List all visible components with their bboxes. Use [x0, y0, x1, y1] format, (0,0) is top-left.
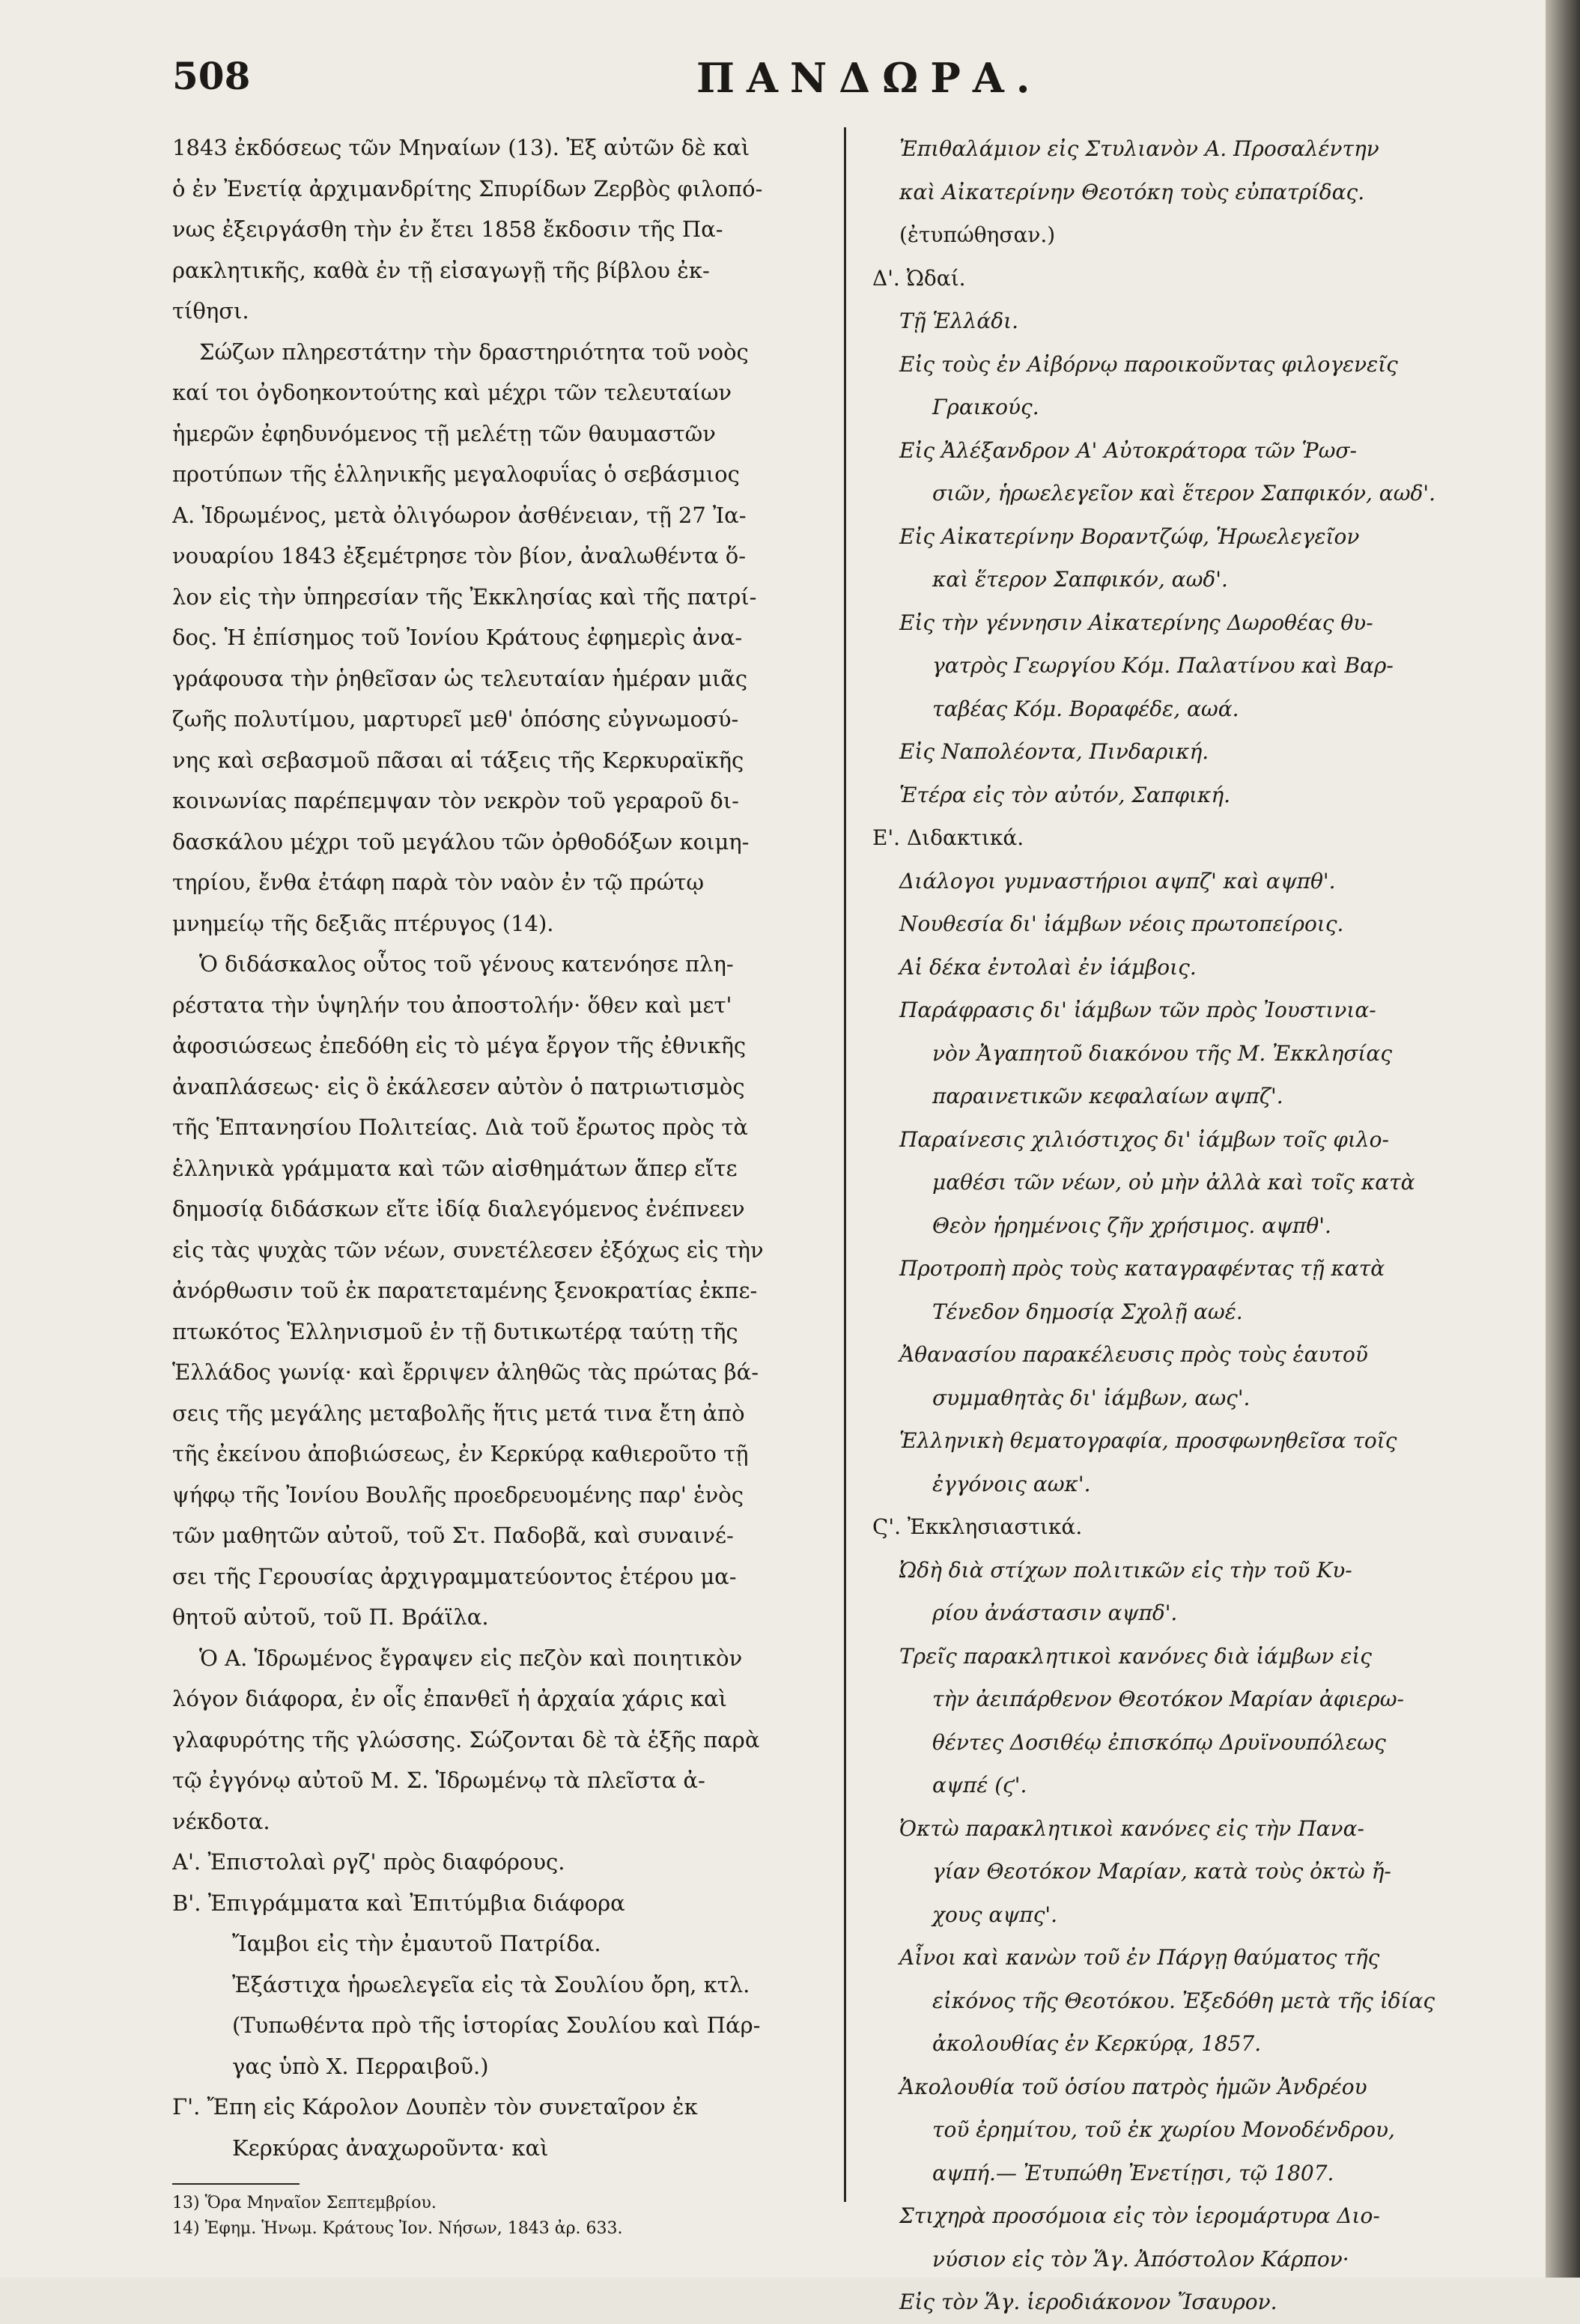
text-line: ρέστατα τὴν ὑψηλήν του ἀποστολήν· ὅθεν καὶ μετ' — [172, 992, 732, 1018]
column-divider — [844, 127, 846, 2202]
text-line: Ϛ'. Ἐκκλησιαστικά. — [872, 1514, 1083, 1539]
footnote: 14) Ἐφημ. Ἡνωμ. Κράτους Ἰον. Νήσων, 1843 ἀρ. 633. — [172, 2219, 623, 2238]
text-line: (Τυπωθέντα πρὸ τῆς ἱστορίας Σουλίου καὶ Πάρ- — [232, 2012, 761, 2038]
text-line: τῆς ἐκείνου ἀποβιώσεως, ἐν Κερκύρᾳ καθιεροῦτο τῇ — [172, 1441, 749, 1466]
text-line: Νουθεσία δι' ἰάμβων νέοις πρωτοπείροις. — [899, 911, 1344, 936]
text-line: Παράφρασις δι' ἰάμβων τῶν πρὸς Ἰουστινια- — [899, 998, 1376, 1022]
text-line: τίθησι. — [172, 298, 249, 324]
text-line: Εἰς Ἀλέξανδρον Α' Αὐτοκράτορα τῶν Ῥωσ- — [899, 437, 1357, 463]
text-line: Διάλογοι γυμναστήριοι αψπζ' καὶ αψπθ'. — [899, 868, 1336, 894]
text-line: ἐγγόνοις αωκ'. — [932, 1471, 1091, 1496]
text-line: Εἰς τοὺς ἐν Αἰβόρνῳ παροικοῦντας φιλογενεῖς — [899, 351, 1398, 377]
text-line: μαθέσι τῶν νέων, οὐ μὴν ἀλλὰ καὶ τοῖς κατὰ — [932, 1170, 1415, 1195]
text-line: εἰς τὰς ψυχὰς τῶν νέων, συνετέλεσεν ἐξόχως εἰς τὴν — [172, 1237, 764, 1263]
text-line: ρακλητικῆς, καθὰ ἐν τῇ εἰσαγωγῇ τῆς βίβλου ἐκ- — [172, 257, 710, 283]
text-line: συμμαθητὰς δι' ἰάμβων, αως'. — [932, 1385, 1251, 1410]
text-line: Κερκύρας ἀναχωροῦντα· καὶ — [232, 2135, 549, 2161]
text-line: νως ἐξειργάσθη τὴν ἐν ἔτει 1858 ἔκδοσιν τῆς Πα- — [172, 216, 723, 242]
text-line: Ὀκτὼ παρακλητικοὶ κανόνες εἰς τὴν Πανα- — [899, 1815, 1364, 1841]
text-line: τῷ ἐγγόνῳ αὐτοῦ Μ. Σ. Ἱδρωμένῳ τὰ πλεῖστα ἀ- — [172, 1768, 705, 1793]
text-line: νέκδοτα. — [172, 1808, 270, 1834]
text-line: Εἰς Αἰκατερίνην Βοραντζώφ, Ἡρωελεγεῖον — [899, 524, 1360, 549]
text-line: δος. Ἡ ἐπίσημος τοῦ Ἰονίου Κράτους ἐφημερὶς ἀνα- — [172, 625, 743, 650]
text-line: ζωῆς πολυτίμου, μαρτυρεῖ μεθ' ὁπόσης εὐγνωμοσύ- — [172, 706, 739, 732]
footnote: 13) Ὅρα Μηναῖον Σεπτεμβρίου. — [172, 2194, 437, 2212]
text-line: Ἐπιθαλάμιον εἰς Στυλιανὸν Α. Προσαλέντην — [899, 136, 1379, 161]
text-line: σει τῆς Γερουσίας ἀρχιγραμματεύοντος ἑτέρου μα- — [172, 1563, 737, 1589]
text-line: προτύπων τῆς ἑλληνικῆς μεγαλοφυΐας ὁ σεβάσμιος — [172, 461, 740, 487]
text-line: Ἐξάστιχα ἡρωελεγεῖα εἰς τὰ Σουλίου ὄρη, κτλ. — [232, 1971, 750, 1997]
text-line: νὸν Ἀγαπητοῦ διακόνου τῆς Μ. Ἐκκλησίας — [932, 1040, 1393, 1066]
text-line: εἰκόνος τῆς Θεοτόκου. Ἐξεδόθη μετὰ τῆς ἰδίας — [932, 1988, 1435, 2013]
text-line: αψπέ (ϛ'. — [932, 1773, 1027, 1797]
text-line: καὶ ἕτερον Σαπφικόν, αωδ'. — [932, 567, 1228, 592]
text-line: Προτροπὴ πρὸς τοὺς καταγραφέντας τῇ κατὰ — [899, 1256, 1385, 1281]
text-line: ἀναπλάσεως· εἰς ὃ ἐκάλεσεν αὐτὸν ὁ πατριωτισμὸς — [172, 1073, 745, 1099]
text-line: Β'. Ἐπιγράμματα καὶ Ἐπιτύμβια διάφορα — [172, 1890, 625, 1916]
text-line: γας ὑπὸ Χ. Περραιβοῦ.) — [232, 2053, 489, 2079]
text-line: ἑλληνικὰ γράμματα καὶ τῶν αἰσθημάτων ἅπερ εἴτε — [172, 1155, 738, 1181]
text-line: σεις τῆς μεγάλης μεταβολῆς ἥτις μετά τινα ἔτη ἀπὸ — [172, 1400, 745, 1426]
text-line: γατρὸς Γεωργίου Κόμ. Παλατίνου καὶ Βαρ- — [932, 653, 1394, 678]
text-line: τοῦ ἐρημίτου, τοῦ ἐκ χωρίου Μονοδένδρου, — [932, 2117, 1395, 2142]
text-line: πτωκότος Ἑλληνισμοῦ ἐν τῇ δυτικωτέρᾳ ταύτῃ τῆς — [172, 1318, 738, 1344]
text-line: Τρεῖς παρακλητικοὶ κανόνες διὰ ἰάμβων εἰς — [899, 1643, 1372, 1669]
text-line: Αἱ δέκα ἐντολαὶ ἐν ἰάμβοις. — [899, 954, 1197, 980]
right-column — [872, 127, 1509, 2324]
text-line: 1843 ἐκδόσεως τῶν Μηναίων (13). Ἐξ αὐτῶν δὲ καὶ — [172, 135, 750, 160]
footnote-rule — [172, 2183, 300, 2185]
text-line: γράφουσα τὴν ῥηθεῖσαν ὡς τελευταίαν ἡμέραν μιᾶς — [172, 665, 748, 691]
text-line: Ὁ διδάσκαλος οὗτος τοῦ γένους κατενόησε πλη- — [199, 951, 734, 977]
text-line: γλαφυρότης τῆς γλώσσης. Σώζονται δὲ τὰ ἑξῆς παρὰ — [172, 1726, 760, 1753]
text-line: δασκάλου μέχρι τοῦ μεγάλου τῶν ὀρθοδόξων κοιμη- — [172, 828, 750, 855]
text-line: ρίου ἀνάστασιν αψπδ'. — [932, 1601, 1178, 1625]
text-line: νύσιον εἰς τὸν Ἅγ. Ἀπόστολον Κάρπον· — [932, 2246, 1349, 2272]
text-line: Ἑλλάδος γωνίᾳ· καὶ ἔρριψεν ἀληθῶς τὰς πρώτας βά- — [172, 1359, 759, 1385]
text-line: Εἰς τὴν γέννησιν Αἰκατερίνης Δωροθέας θυ- — [899, 610, 1373, 635]
text-line: ψήφῳ τῆς Ἰονίου Βουλῆς προεδρευομένης παρ' ἑνὸς — [172, 1481, 744, 1508]
text-line: Στιχηρὰ προσόμοια εἰς τὸν ἱερομάρτυρα Διο- — [899, 2203, 1380, 2228]
text-line: τῶν μαθητῶν αὐτοῦ, τοῦ Στ. Παδοβᾶ, καὶ συναινέ- — [172, 1523, 734, 1548]
text-line: Ὁ Α. Ἱδρωμένος ἔγραψεν εἰς πεζὸν καὶ ποιητικὸν — [199, 1645, 743, 1671]
text-line: Εἰς τὸν Ἅγ. ἱεροδιάκονον Ἴσαυρον. — [899, 2290, 1277, 2314]
text-line: τῆς Ἑπτανησίου Πολιτείας. Διὰ τοῦ ἔρωτος πρὸς τὰ — [172, 1114, 748, 1140]
text-line: Δ'. Ὠδαί. — [872, 265, 966, 291]
text-line: θέντες Δοσιθέῳ ἐπισκόπῳ Δρυϊνουπόλεως — [932, 1729, 1386, 1755]
text-line: Γ'. Ἔπη εἰς Κάρολον Δουπὲν τὸν συνεταῖρον ἐκ — [172, 2094, 698, 2120]
text-line: ταβέας Κόμ. Βοραφέδε, αωά. — [932, 696, 1239, 721]
text-line: ὁ ἐν Ἐνετίᾳ ἀρχιμανδρίτης Σπυρίδων Ζερβὸς φιλοπό- — [172, 175, 763, 201]
text-line: τηρίου, ἔνθα ἐτάφη παρὰ τὸν ναὸν ἐν τῷ πρώτῳ — [172, 870, 705, 895]
page-number: 508 — [172, 54, 251, 98]
text-line: Ε'. Διδακτικά. — [872, 825, 1024, 850]
book-spine-shadow — [1546, 0, 1580, 2278]
text-line: Εἰς Ναπολέοντα, Πινδαρική. — [899, 739, 1209, 764]
text-line: παραινετικῶν κεφαλαίων αψπζ'. — [932, 1084, 1283, 1108]
text-line: νουαρίου 1843 ἐξεμέτρησε τὸν βίον, ἀναλωθέντα ὅ- — [172, 543, 747, 568]
footnotes — [172, 2191, 824, 2242]
text-line: λον εἰς τὴν ὑπηρεσίαν τῆς Ἐκκλησίας καὶ τῆς πατρί- — [172, 583, 757, 610]
text-line: καὶ Αἰκατερίνην Θεοτόκη τοὺς εὐπατρίδας. — [899, 179, 1365, 204]
text-line: Ἴαμβοι εἰς τὴν ἐμαυτοῦ Πατρίδα. — [232, 1931, 601, 1956]
text-line: κοινωνίας παρέπεμψαν τὸν νεκρὸν τοῦ γεραροῦ δι- — [172, 788, 739, 813]
text-line: τὴν ἀειπάρθενον Θεοτόκον Μαρίαν ἀφιερω- — [932, 1687, 1404, 1711]
text-line: δημοσίᾳ διδάσκων εἴτε ἰδίᾳ διαλεγόμενος ἐνέπνεεν — [172, 1196, 745, 1222]
text-line: Θεὸν ἡρημένοις ζῆν χρήσιμος. αψπθ'. — [932, 1213, 1331, 1238]
text-line: ἡμερῶν ἐφηδυνόμενος τῇ μελέτῃ τῶν θαυμαστῶν — [172, 420, 716, 446]
text-line: Αἶνοι καὶ κανὼν τοῦ ἐν Πάργῃ θαύματος τῆς — [899, 1945, 1380, 1970]
text-line: Σώζων πληρεστάτην τὴν δραστηριότητα τοῦ νοὸς — [199, 339, 749, 365]
text-line: Παραίνεσις χιλιόστιχος δι' ἰάμβων τοῖς φιλο- — [899, 1126, 1389, 1152]
text-line: καί τοι ὀγδοηκοντούτης καὶ μέχρι τῶν τελευταίων — [172, 380, 732, 405]
text-line: Τῇ Ἑλλάδι. — [899, 309, 1019, 333]
text-line: ἀκολουθίας ἐν Κερκύρᾳ, 1857. — [932, 2031, 1262, 2056]
text-line: Α'. Ἐπιστολαὶ ργζ' πρὸς διαφόρους. — [172, 1849, 565, 1875]
text-line: λόγον διάφορα, ἐν οἷς ἐπανθεῖ ἡ ἀρχαία χάρις καὶ — [172, 1686, 728, 1711]
text-line: ἀνόρθωσιν τοῦ ἐκ παρατεταμένης ξενοκρατίας ἐκπε- — [172, 1278, 758, 1303]
text-line: μνημείῳ τῆς δεξιᾶς πτέρυγος (14). — [172, 910, 554, 936]
text-line: Ἀκολουθία τοῦ ὁσίου πατρὸς ἡμῶν Ἀνδρέου — [899, 2074, 1367, 2099]
text-line: γίαν Θεοτόκον Μαρίαν, κατὰ τοὺς ὀκτὼ ἤ- — [932, 1859, 1391, 1884]
text-line: Ἑτέρα εἰς τὸν αὐτόν, Σαπφική. — [899, 782, 1231, 807]
text-line: χους αψπς'. — [932, 1902, 1057, 1927]
text-line: ἀφοσιώσεως ἐπεδόθη εἰς τὸ μέγα ἔργον τῆς ἐθνικῆς — [172, 1033, 747, 1058]
text-line: Τένεδον δημοσίᾳ Σχολῇ αωέ. — [932, 1299, 1243, 1324]
text-line: Α. Ἱδρωμένος, μετὰ ὀλιγόωρον ἀσθένειαν, τῇ 27 Ἰα- — [172, 502, 747, 528]
left-column — [172, 127, 824, 2168]
text-line: νης καὶ σεβασμοῦ πᾶσαι αἱ τάξεις τῆς Κερκυραϊκῆς — [172, 747, 744, 773]
page-header — [172, 54, 1520, 121]
text-line: Γραικούς. — [932, 395, 1039, 419]
running-title: ΠΑΝΔΩΡΑ. — [696, 54, 1042, 102]
text-line: Ὠδὴ διὰ στίχων πολιτικῶν εἰς τὴν τοῦ Κυ- — [899, 1557, 1352, 1583]
text-line: σιῶν, ἡρωελεγεῖον καὶ ἕτερον Σαπφικόν, αωδ'. — [932, 481, 1435, 506]
text-line: αψπή.— Ἐτυπώθη Ἐνετίῃσι, τῷ 1807. — [932, 2160, 1334, 2185]
text-line: θητοῦ αὐτοῦ, τοῦ Π. Βράϊλα. — [172, 1604, 489, 1630]
text-line: Ἀθανασίου παρακέλευσις πρὸς τοὺς ἑαυτοῦ — [899, 1342, 1368, 1367]
text-line: (ἐτυπώθησαν.) — [899, 222, 1056, 247]
text-line: Ἑλληνικὴ θεματογραφία, προσφωνηθεῖσα τοῖς — [899, 1428, 1397, 1453]
